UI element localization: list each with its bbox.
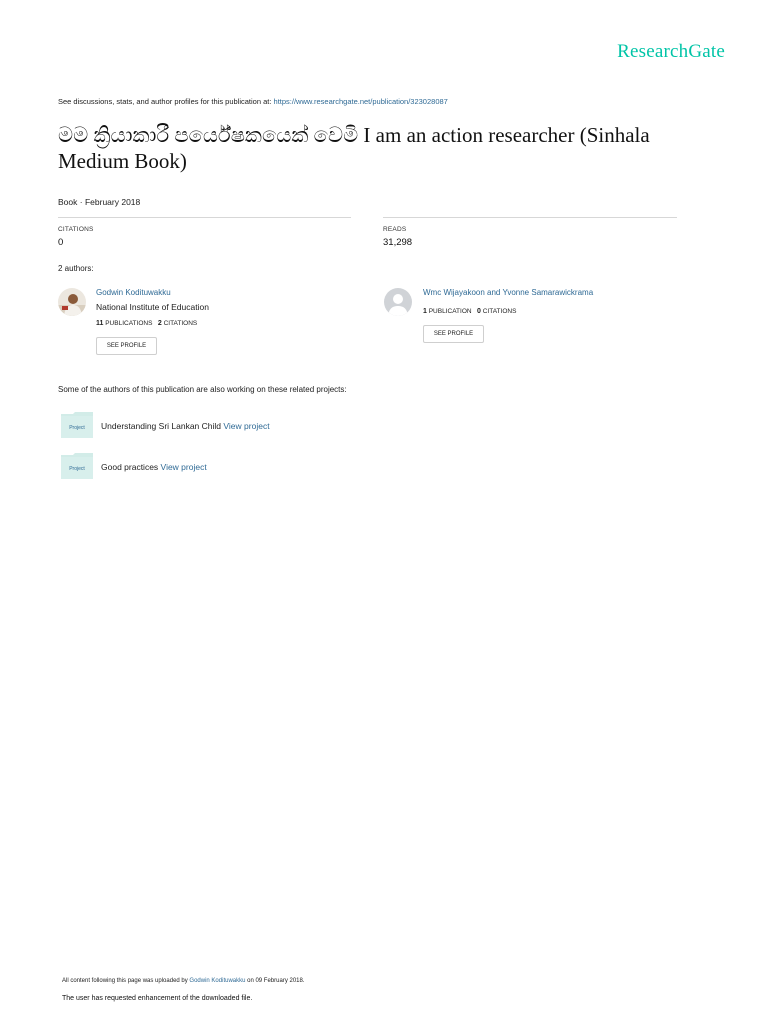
author-citations-count: 0 [477, 308, 481, 315]
see-profile-button[interactable]: SEE PROFILE [423, 325, 484, 343]
author-counts [96, 320, 197, 327]
project-name: Understanding Sri Lankan Child [101, 421, 222, 431]
user-placeholder-icon [384, 288, 412, 316]
upload-suffix: on 09 February 2018. [247, 978, 305, 984]
citations-divider [58, 217, 351, 218]
folder-icon [61, 412, 93, 438]
author-citations-label: CITATIONS [163, 320, 198, 327]
view-project-link[interactable]: View project [160, 462, 207, 472]
reads-value: 31,298 [383, 237, 413, 248]
author-publications-count: 1 [423, 308, 427, 315]
author-avatar[interactable] [58, 288, 86, 316]
project-folder-icon[interactable] [61, 412, 93, 438]
citations-value: 0 [58, 237, 64, 248]
publication-title: මම ක්‍රියාකාරී පර්යේෂකයෙක් වෙමි I am an action researcher (Sinhala Medium Book) [58, 123, 650, 173]
meta-separator: · [79, 197, 83, 207]
project-item [101, 462, 207, 472]
author-photo-icon [58, 288, 86, 316]
researchgate-logo[interactable]: ResearchGate [617, 41, 725, 62]
publication-type: Book [58, 197, 78, 207]
uploader-link[interactable]: Godwin Kodituwakku [189, 978, 246, 984]
upload-note [62, 978, 305, 984]
citations-label: CITATIONS [58, 226, 94, 233]
folder-icon [61, 453, 93, 479]
enhancement-note: The user has requested enhancement of the downloaded file. [62, 995, 253, 1002]
author-avatar-placeholder[interactable] [384, 288, 412, 316]
project-name: Good practices [101, 462, 159, 472]
author-counts [423, 308, 516, 315]
see-profile-button[interactable]: SEE PROFILE [96, 337, 157, 355]
discussions-text: See discussions, stats, and author profiles for this publication at: [58, 97, 272, 106]
publication-meta [58, 197, 140, 207]
project-icon-label: Project [69, 466, 85, 472]
authors-count: 2 authors: [58, 264, 94, 273]
project-folder-icon[interactable] [61, 453, 93, 479]
reads-label: READS [383, 226, 407, 233]
author-publications-label: PUBLICATION [428, 308, 472, 315]
author-name[interactable]: Wmc Wijayakoon and Yvonne Samarawickrama [423, 288, 594, 297]
author-publications-label: PUBLICATIONS [105, 320, 153, 327]
related-projects-heading: Some of the authors of this publication are also working on these related projects: [58, 385, 347, 394]
publication-link[interactable]: https://www.researchgate.net/publication/323028087 [273, 97, 448, 106]
discussions-line [58, 97, 448, 106]
upload-prefix: All content following this page was uploaded by [62, 978, 188, 984]
author-publications-count: 11 [96, 320, 104, 327]
publication-date: February 2018 [84, 197, 141, 207]
author-citations-count: 2 [157, 320, 162, 327]
project-icon-label: Project [69, 425, 85, 431]
project-item [101, 421, 270, 431]
view-project-link[interactable]: View project [223, 421, 270, 431]
author-name[interactable]: Godwin Kodituwakku [96, 288, 171, 297]
author-citations-label: CITATIONS [482, 308, 517, 315]
author-affiliation: National Institute of Education [96, 302, 209, 312]
reads-divider [383, 217, 677, 218]
